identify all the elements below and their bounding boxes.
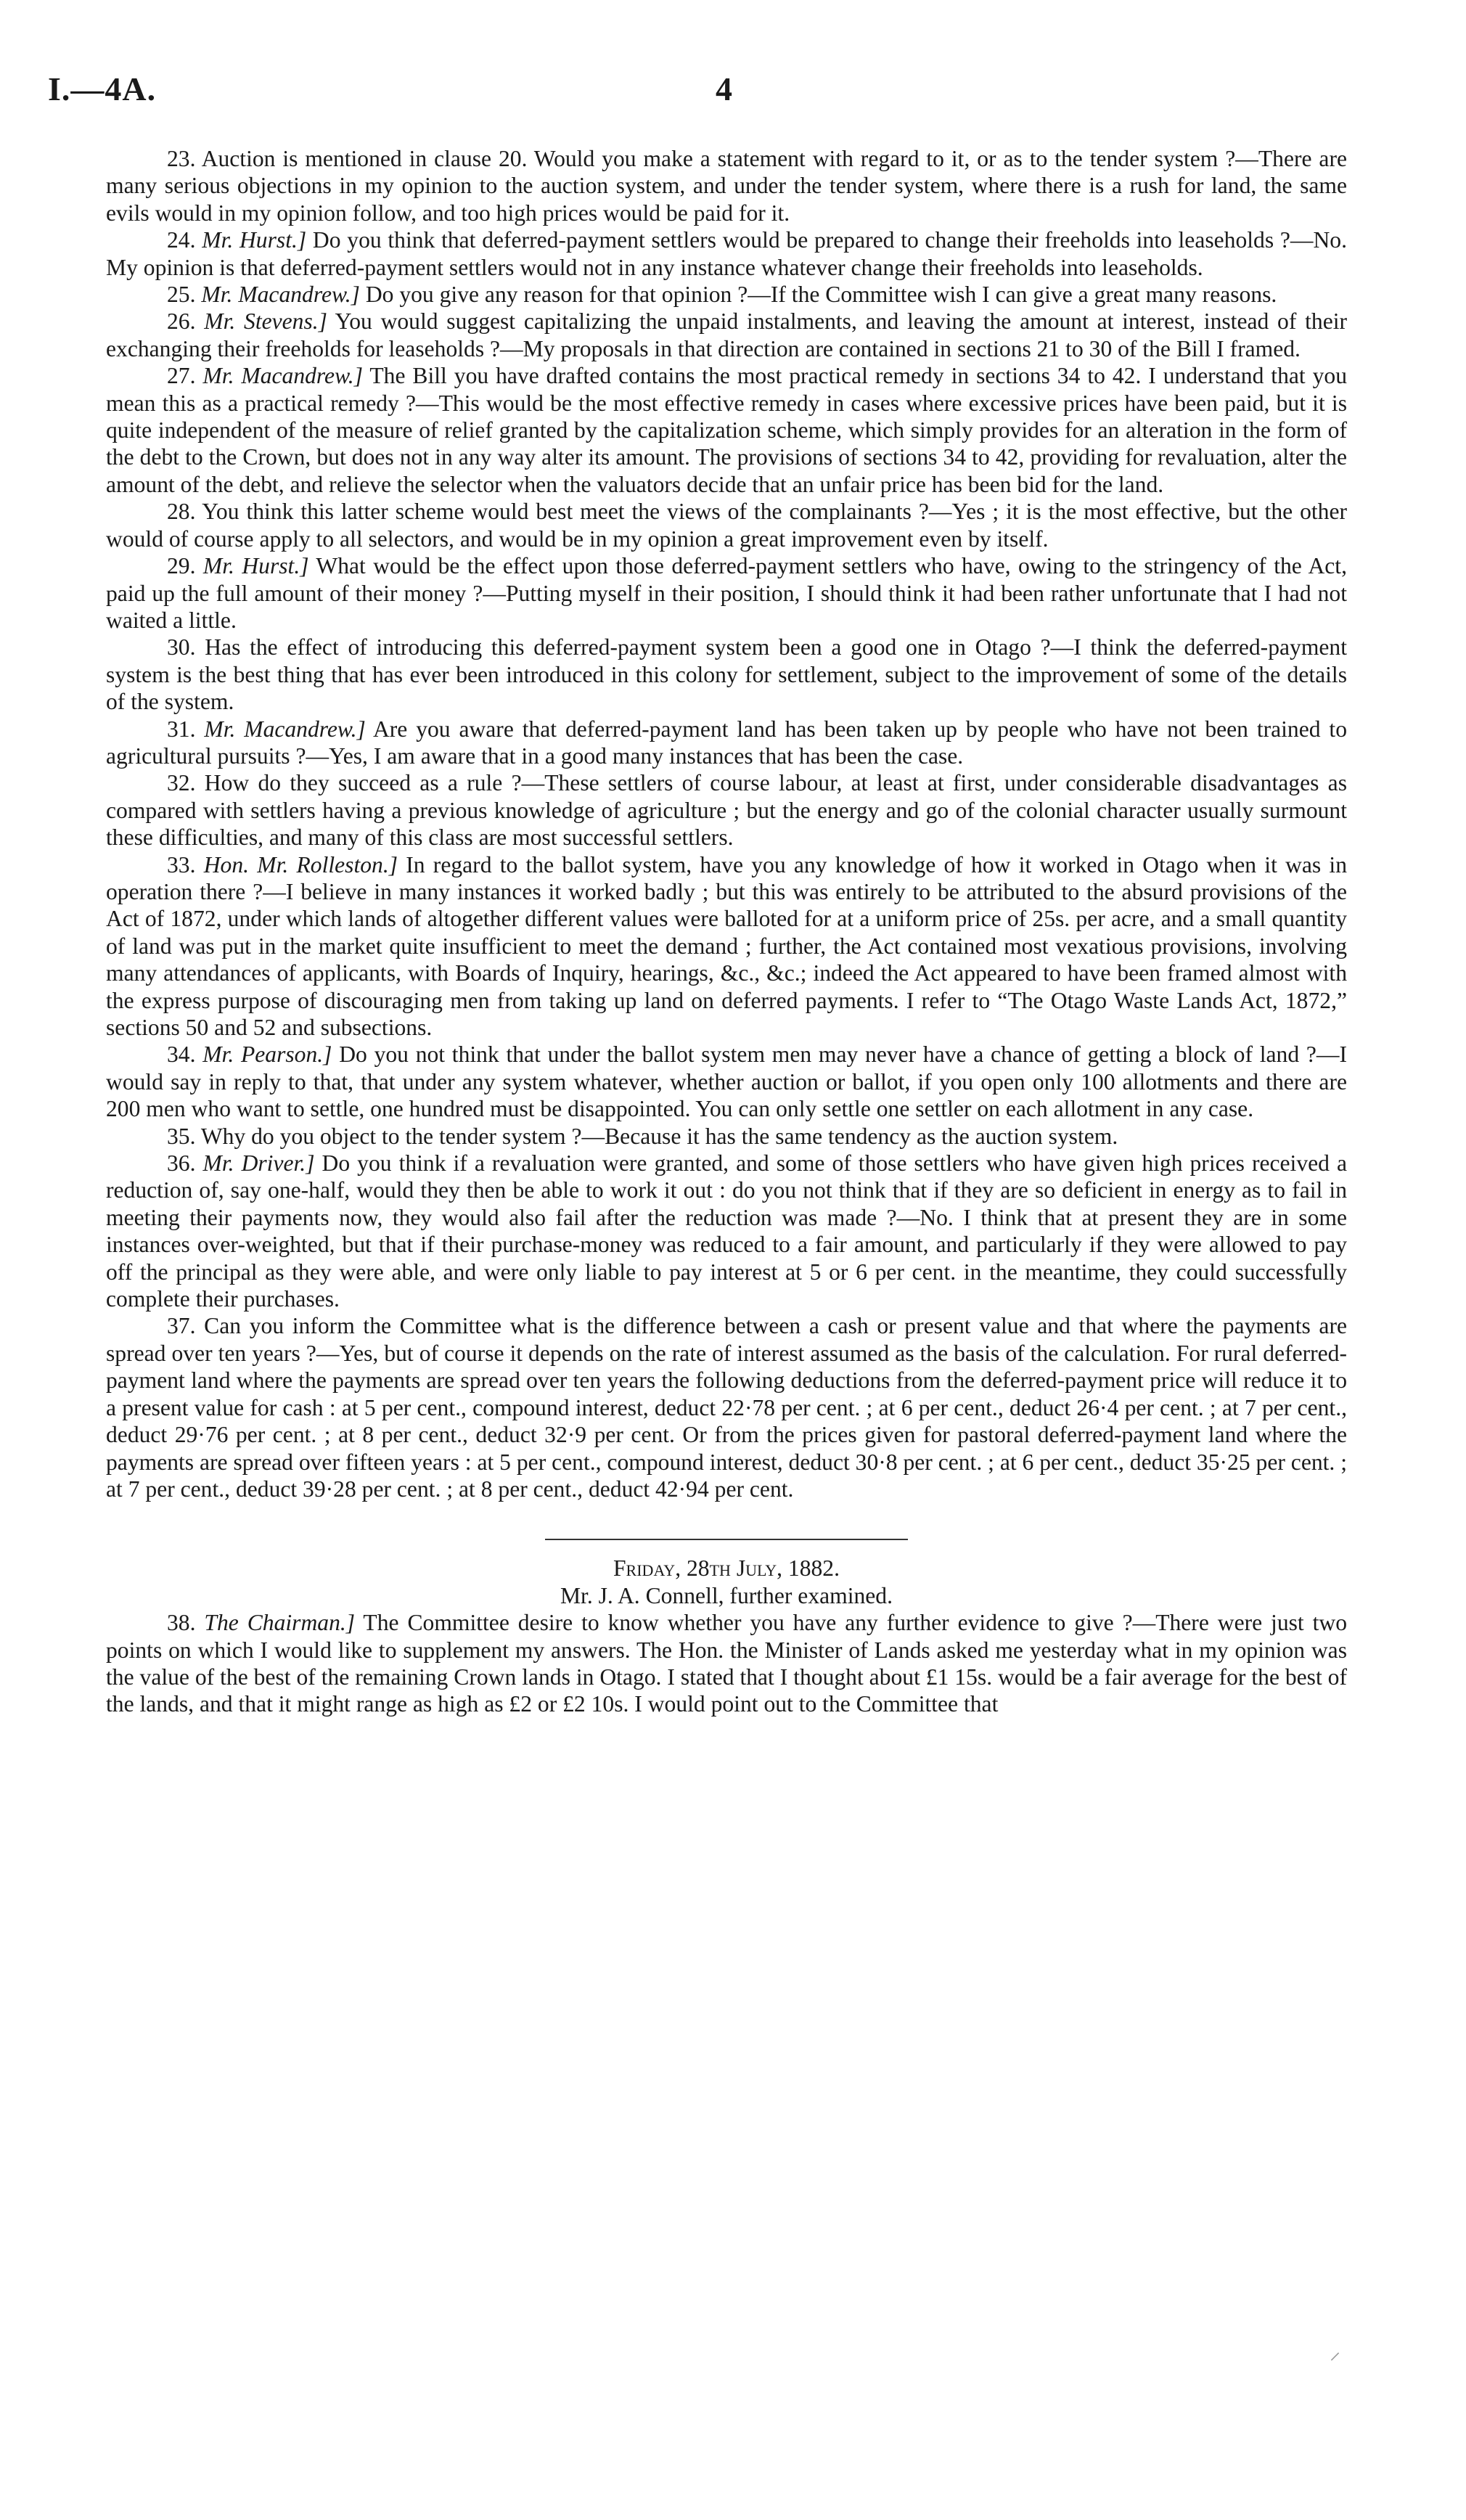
- paragraph: 34. Mr. Pearson.] Do you not think that under the ballot system men may never have a chance of getting a block of land ?—I would say in reply to that, that under any system whatever, whether auction or ballot, if you open only 100 allotments and there are 200 men who want to settle, one hundred must be disappointed. You can only settle one settler on each allotment in any case.: [106, 1042, 1347, 1122]
- speaker: Mr. Hurst.]: [202, 553, 309, 579]
- session-date: Friday, 28th July, 1882.: [613, 1555, 840, 1582]
- speaker: Mr. Hurst.]: [202, 227, 307, 253]
- speaker: Mr. Driver.]: [202, 1150, 315, 1177]
- paragraph: 35. Why do you object to the tender system ?—Because it has the same tendency as the auction system.: [167, 1123, 1118, 1149]
- page-body: [106, 145, 1347, 1718]
- paragraph: 36. Mr. Driver.] Do you think if a revaluation were granted, and some of those settlers who have given high prices received a reduction of, say one-half, would they then be able to work it out : do you not think that if they are so deficient in energy as to fail in meeting their payments now, they would also fail after the reduction was made ?—No. I think that at present they are in some instances over-weighted, but that if their purchase-money was reduced to a fair amount, and particularly if they were allowed to pay off the principal as they were able, and were only liable to pay interest at 5 or 6 per cent. in the meantime, they could successfully complete their purchases.: [106, 1150, 1347, 1312]
- speaker: Mr. Macandrew.]: [204, 716, 366, 742]
- paragraph: 31. Mr. Macandrew.] Are you aware that deferred-payment land has been taken up by people who have not been trained to agricultural pursuits ?—Yes, I am aware that in a good many instances that has been the case.: [106, 716, 1347, 769]
- paragraph: 28. You think this latter scheme would best meet the views of the complainants ?—Yes ; it is the most effective, but the other would of course apply to all selectors, and would be in my opinion a great improvement even by itself.: [106, 499, 1347, 552]
- paragraph: 23. Auction is mentioned in clause 20. Would you make a statement with regard to it, or as to the tender system ?—There are many serious objections in my opinion to the auction system, and under the tender system, where there is a rush for land, the same evils would in my opinion follow, and too high prices would be paid for it.: [106, 146, 1347, 226]
- document-reference: I.—4A.: [48, 70, 157, 107]
- paragraph: 27. Mr. Macandrew.] The Bill you have drafted contains the most practical remedy in sections 34 to 42. I understand that you mean this as a practical remedy ?—This would be the most effective remedy in cases where excessive prices have been paid, but it is quite independent of the measure of relief granted by the capitalization scheme, which simply provides for an alteration in the form of the debt to the Crown, but does not in any way alter its amount. The provisions of sections 34 to 42, providing for revaluation, alter the amount of the debt, and relieve the selector when the valuators decide that an unfair price has been bid for the land.: [106, 363, 1348, 497]
- paragraph: 33. Hon. Mr. Rolleston.] In regard to the ballot system, have you any knowledge of how it worked in Otago when it was in operation there ?—I believe in many instances it worked badly ; but this was entirely to be attributed to the absurd provisions of the Act of 1872, under which lands of altogether different values were balloted for at a uniform price of 25s. per acre, and a small quantity of land was put in the market quite insufficient to meet the demand ; further, the Act contained most vexatious provisions, involving many attendances of applicants, with Boards of Inquiry, hearings, &c., &c.; indeed the Act appeared to have been framed almost with the express purpose of discouraging men from taking up land on deferred payments. I refer to “The Otago Waste Lands Act, 1872,” sections 50 and 52 and subsections.: [106, 851, 1348, 1040]
- paragraph: 30. Has the effect of introducing this deferred-payment system been a good one in Otago ?—I think the deferred-payment system is the best thing that has ever been introduced in this colony for settlement, subject to the improvement of some of the details of the system.: [106, 634, 1347, 715]
- paragraph: 24. Mr. Hurst.] Do you think that deferred-payment settlers would be prepared to change their freeholds into leaseholds ?—No. My opinion is that deferred-payment settlers would not in any instance whatever change their freeholds into leaseholds.: [106, 227, 1347, 280]
- evidence-paragraphs: [106, 145, 1347, 1502]
- paragraph: 37. Can you inform the Committee what is the difference between a cash or present value and that where the payments are spread over ten years ?—Yes, but of course it depends on the rate of interest assumed as the basis of the calculation. For rural deferred-payment land where the payments are spread over ten years the following deductions from the deferred-payment price will reduce it to a present value for cash : at 5 per cent., compound interest, deduct 22·78 per cent. ; at 6 per cent., deduct 26·4 per cent. ; at 7 per cent., deduct 29·76 per cent. ; at 8 per cent., deduct 32·9 per cent. Or from the prices given for pastoral deferred-payment land where the payments are spread over fifteen years : at 5 per cent., compound interest, deduct 30·8 per cent. ; at 6 per cent., deduct 35·25 per cent. ; at 7 per cent., deduct 39·28 per cent. ; at 8 per cent., deduct 42·94 per cent.: [106, 1313, 1348, 1502]
- speaker: Mr. Macandrew.]: [201, 282, 360, 308]
- margin-mark: ⸝: [1330, 2340, 1340, 2364]
- speaker: Mr. Stevens.]: [204, 308, 327, 335]
- speaker: The Chairman.]: [204, 1610, 356, 1636]
- paragraph: 32. How do they succeed as a rule ?—These settlers of course labour, at least at first, under considerable disadvantages as compared with settlers having a previous knowledge of agriculture ; but the energy and go of the colonial character usually surmount these difficulties, and many of this class are most successful settlers.: [106, 770, 1347, 851]
- paragraph: 38. The Chairman.] The Committee desire to know whether you have any further evidence to give ?—There were just two points on which I would like to supplement my answers. The Hon. the Minister of Lands asked me yesterday what in my opinion was the value of the best of the remaining Crown lands in Otago. I stated that I thought about £1 15s. would be a fair average for the best of the lands, and that it might range as high as £2 or £2 10s. I would point out to the Committee that: [106, 1610, 1348, 1717]
- section-divider: [545, 1539, 908, 1540]
- speaker: Mr. Pearson.]: [202, 1042, 332, 1068]
- witness-heading: Mr. J. A. Connell, further examined.: [560, 1582, 893, 1608]
- paragraph: 25. Mr. Macandrew.] Do you give any reason for that opinion ?—If the Committee wish I can give a great many reasons.: [167, 282, 1277, 308]
- speaker: Mr. Macandrew.]: [202, 363, 363, 389]
- page-number: 4: [716, 70, 732, 107]
- paragraph: 26. Mr. Stevens.] You would suggest capitalizing the unpaid instalments, and leaving the amount at interest, instead of their exchanging their freeholds for leaseholds ?—My proposals in that direction are contained in sections 21 to 30 of the Bill I framed.: [106, 308, 1348, 361]
- page-header: [48, 70, 1398, 120]
- speaker: Hon. Mr. Rolleston.]: [203, 851, 398, 878]
- paragraph: 29. Mr. Hurst.] What would be the effect upon those deferred-payment settlers who have, owing to the stringency of the Act, paid up the full amount of their money ?—Putting myself in their position, I should think it had been rather unfortunate that I had not waited a little.: [106, 553, 1347, 633]
